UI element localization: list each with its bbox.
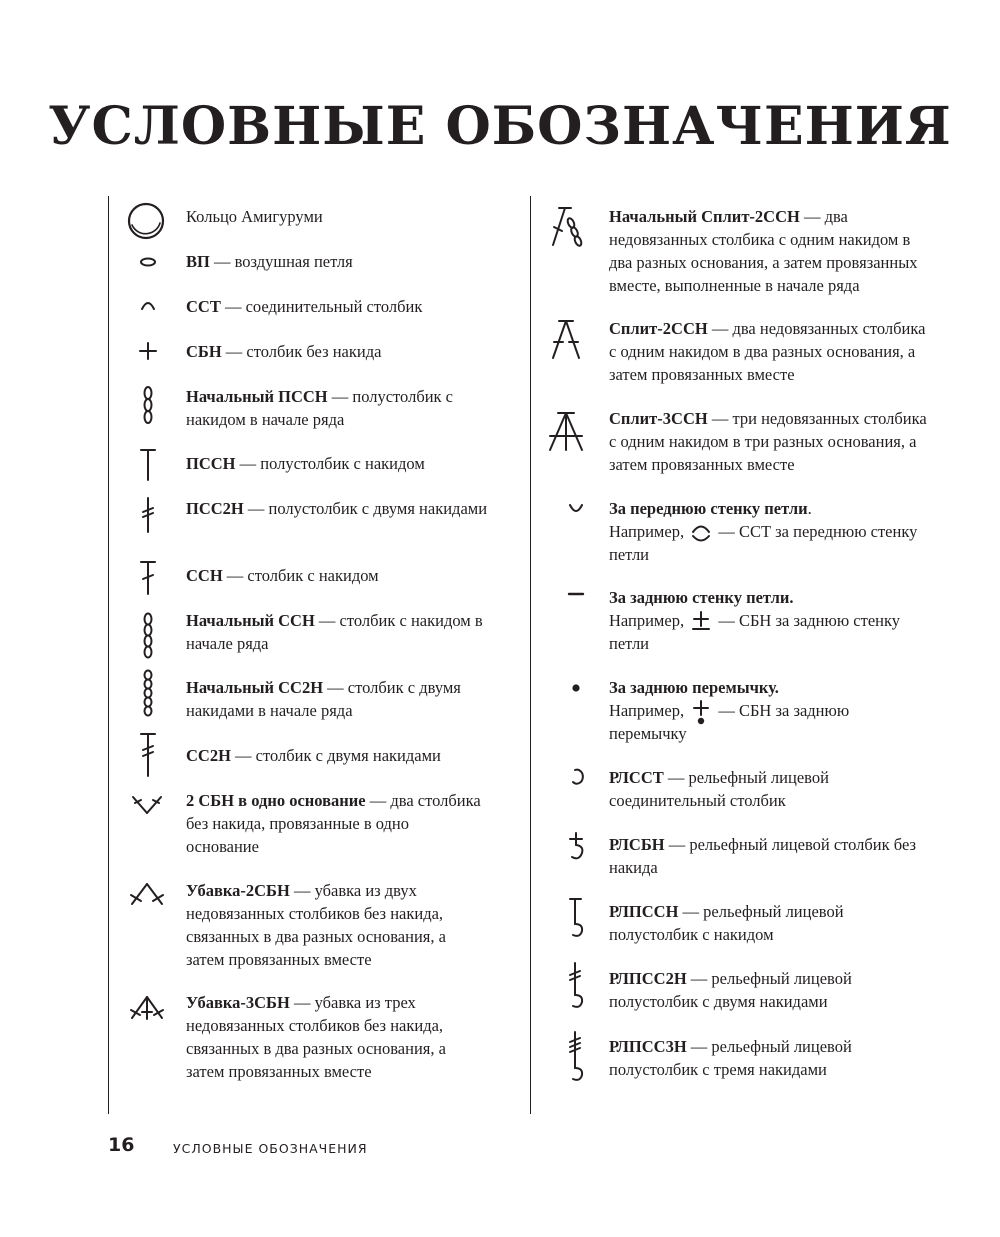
amigurumi-ring-icon [126, 201, 166, 241]
center-column-rule [530, 196, 531, 1114]
legend-term: Убавка-2СБН [186, 881, 290, 900]
legend-term: ВП [186, 252, 210, 271]
legend-term: ПССН [186, 454, 236, 473]
legend-description: — полустолбик с накидом в начале ряда [186, 387, 454, 429]
legend-description: — столбик с двумя накидами [230, 746, 441, 765]
example-description: — ССТ за переднюю стенку петли [609, 522, 918, 564]
legend-description: — три недовязанных столбика с одним накидом в три разных основания, а затем провязанных вместе [609, 409, 927, 474]
front-post-slip-stitch-icon [569, 767, 585, 787]
legend-description: — рельефный лицевой столбик без накида [609, 835, 917, 877]
front-post-half-double-two-yo-icon [565, 961, 587, 1011]
legend-description: — два столбика без накида, провязанные в одно основание [186, 791, 481, 856]
legend-description: — полустолбик с двумя накидами [243, 499, 488, 518]
starting-split-2dc-icon [547, 205, 585, 249]
legend-description: — полустолбик с накидом [235, 454, 425, 473]
legend-description: — убавка из двух недовязанных столбиков без накида, связанных в два разных основания, а затем провязанных вместе [186, 881, 446, 969]
legend-description: — рельефный лицевой соединительный столбик [609, 768, 829, 810]
legend-description: Кольцо Амигуруми [186, 207, 323, 226]
legend-term: 2 СБН в одно основание [186, 791, 366, 810]
example-prefix: Например, [609, 701, 685, 720]
left-column-rule [108, 196, 109, 1114]
example-description: — СБН за заднюю перемычку [609, 701, 850, 743]
example-description: — СБН за заднюю стенку петли [609, 611, 901, 653]
back-loop-single-crochet-icon [688, 614, 714, 630]
legend-term: РЛССТ [609, 768, 664, 787]
decrease-two-icon [128, 881, 166, 907]
legend-term: РЛПСС3Н [609, 1037, 687, 1056]
legend-term: СБН [186, 342, 222, 361]
legend-description: . [807, 499, 812, 518]
front-post-half-double-icon [565, 896, 587, 940]
decrease-three-icon [128, 994, 166, 1022]
example-prefix: Например, [609, 522, 685, 541]
legend-term: Начальный СС2Н [186, 678, 324, 697]
single-crochet-icon [138, 341, 158, 361]
legend-term: Сплит-2ССН [609, 319, 708, 338]
back-loop-icon [567, 589, 585, 599]
legend-term: ССН [186, 566, 223, 585]
starting-double-icon [138, 612, 158, 658]
front-loop-slip-stitch-icon [688, 525, 714, 541]
legend-description: — столбик без накида [221, 342, 382, 361]
legend-term: Начальный ПССН [186, 387, 328, 406]
front-loop-icon [568, 503, 584, 515]
back-bar-single-crochet-icon [688, 704, 714, 720]
page-title: УСЛОВНЫЕ ОБОЗНАЧЕНИЯ [48, 96, 952, 157]
page-number: 16 [108, 1134, 135, 1156]
split-2dc-icon [547, 318, 585, 362]
half-double-two-yo-icon [138, 496, 158, 534]
front-post-single-crochet-icon [567, 831, 587, 863]
treble-crochet-icon [138, 732, 158, 778]
legend-description: — соединительный столбик [220, 297, 423, 316]
example-prefix: Например, [609, 611, 685, 630]
legend-term: ССТ [186, 297, 221, 316]
legend-description: — два недовязанных столбика с одним накидом в два разных основания, а затем провязанных вместе, выполненные в начале ряда [609, 207, 918, 295]
half-double-icon [138, 448, 158, 482]
legend-term: РЛПССН [609, 902, 679, 921]
back-bar-icon [570, 682, 582, 694]
legend-term: Начальный ССН [186, 611, 315, 630]
legend-term: РЛСБН [609, 835, 665, 854]
running-title: УСЛОВНЫЕ ОБОЗНАЧЕНИЯ [173, 1141, 368, 1156]
legend-term: СС2Н [186, 746, 231, 765]
legend-description: — воздушная петля [209, 252, 353, 271]
increase-icon [130, 794, 164, 816]
slip-stitch-icon [140, 298, 156, 312]
legend-description: — два недовязанных столбика с одним накидом в два разных основания, а затем провязанных вместе [609, 319, 926, 384]
legend-term: За заднюю стенку петли. [609, 588, 794, 607]
legend-term: За переднюю стенку петли [609, 499, 808, 518]
legend-description: — столбик с накидом [222, 566, 379, 585]
legend-description: — рельефный лицевой полустолбик с тремя накидами [609, 1037, 852, 1079]
legend-description: — рельефный лицевой полустолбик с двумя накидами [609, 969, 852, 1011]
legend-description: — столбик с двумя накидами в начале ряда [186, 678, 461, 720]
legend-term: Начальный Сплит-2ССН [609, 207, 800, 226]
front-post-half-double-three-yo-icon [565, 1030, 587, 1084]
double-crochet-icon [138, 560, 158, 596]
legend-description: — убавка из трех недовязанных столбиков без накида, связанных в два разных основания, а затем провязанных вместе [186, 993, 446, 1081]
legend-term: За заднюю перемычку. [609, 678, 779, 697]
chain-stitch-icon [138, 255, 158, 269]
starting-half-double-icon [138, 385, 158, 425]
legend-term: ПСС2Н [186, 499, 244, 518]
legend-term: Сплит-3ССН [609, 409, 708, 428]
split-3dc-icon [545, 410, 587, 454]
starting-treble-icon [138, 670, 158, 718]
legend-description: — рельефный лицевой полустолбик с накидом [609, 902, 844, 944]
legend-description: — столбик с накидом в начале ряда [186, 611, 483, 653]
legend-term: РЛПСС2Н [609, 969, 687, 988]
legend-term: Убавка-3СБН [186, 993, 290, 1012]
